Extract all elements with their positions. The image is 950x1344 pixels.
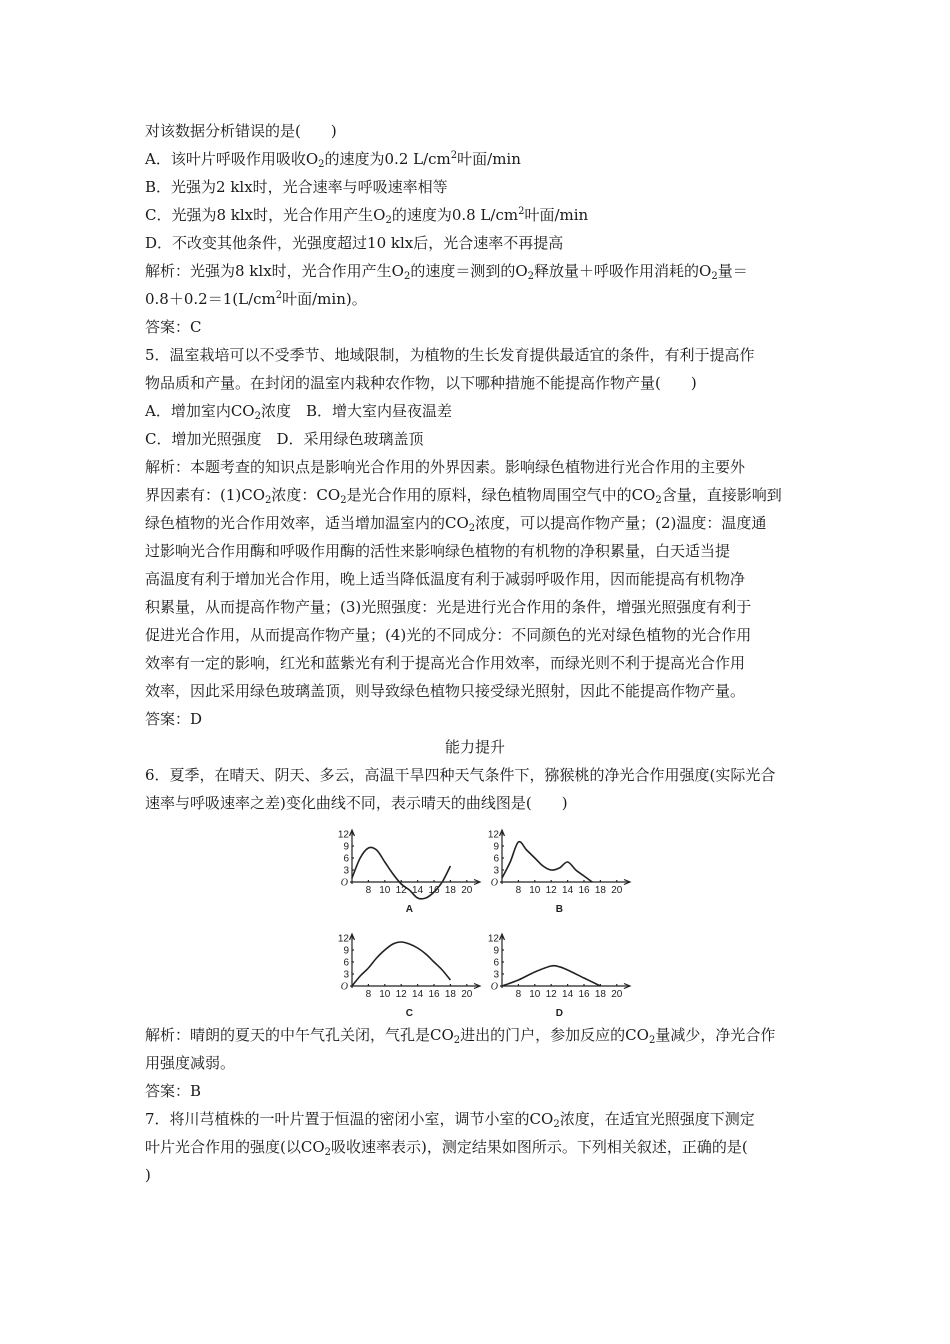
y-tick-label: 12 <box>337 829 349 841</box>
q6-stem-line2: 速率与呼吸速率之差)变化曲线不同，表示晴天的曲线图是( ) <box>145 794 568 812</box>
x-tick-label: 14 <box>412 989 424 1000</box>
x-tick-label: 20 <box>461 989 473 1000</box>
x-tick-label: 20 <box>461 885 473 896</box>
q5-stem-line1: 5．温室栽培可以不受季节、地域限制，为植物的生长发育提供最适宜的条件，有利于提高作 <box>145 346 755 364</box>
y-tick-label: 3 <box>493 865 499 877</box>
section-title: 能力提升 <box>444 738 505 756</box>
x-tick-label: 16 <box>428 989 440 1000</box>
x-tick-label: 12 <box>395 885 407 896</box>
q5-analysis-line6: 积累量，从而提高作物产量；(3)光照强度：光是进行光合作用的条件，增强光照强度有利于 <box>145 598 752 616</box>
q5-options-ab: A．增加室内$CO_2$浓度 B．增大室内昼夜温差 <box>145 402 453 422</box>
series-line <box>502 842 592 882</box>
graph-a <box>328 826 473 921</box>
x-tick-label: 8 <box>515 989 522 1000</box>
x-tick-label: 16 <box>578 989 590 1000</box>
x-tick-label: 16 <box>428 885 440 896</box>
x-tick-label: 14 <box>562 989 574 1000</box>
x-tick-label: 8 <box>365 885 372 896</box>
x-tick-label: 8 <box>365 989 372 1000</box>
x-tick-label: 18 <box>594 885 606 896</box>
q4-option-b: B．光强为2 klx时，光合速率与呼吸速率相等 <box>145 178 448 196</box>
graph-c-svg <box>328 930 473 1025</box>
y-tick-label: 12 <box>487 933 499 945</box>
x-tick-label: 18 <box>444 885 456 896</box>
x-tick-label: 16 <box>578 885 590 896</box>
q7-stem-line1: 7．将川芎植株的一叶片置于恒温的密闭小室，调节小室的$CO_2$浓度，在适宜光照强度下测定 <box>145 1110 755 1130</box>
x-tick-label: 20 <box>611 885 623 896</box>
x-tick-label: 10 <box>379 885 391 896</box>
q6-stem-line1: 6．夏季，在晴天、阴天、多云，高温干旱四种天气条件下，猕猴桃的净光合作用强度(实际光合 <box>145 766 776 784</box>
graph-d <box>478 930 623 1025</box>
x-tick-label: 10 <box>529 989 541 1000</box>
x-tick-label: 10 <box>379 989 391 1000</box>
x-tick-label: 8 <box>515 885 522 896</box>
y-tick-label: 6 <box>343 957 349 969</box>
q5-analysis-line5: 高温度有利于增加光合作用，晚上适当降低温度有利于减弱呼吸作用，因而能提高有机物净 <box>145 570 746 588</box>
y-tick-label: 3 <box>343 865 349 877</box>
x-tick-label: 18 <box>444 989 456 1000</box>
y-tick-label: 12 <box>487 829 499 841</box>
y-tick-label: 9 <box>493 841 499 853</box>
q4-analysis-line2: $0.8+0.2=1(L/cm^2$叶面/min)。 <box>145 290 367 308</box>
x-tick-label: 12 <box>545 885 557 896</box>
q5-analysis-line8: 效率有一定的影响，红光和蓝紫光有利于提高光合作用效率，而绿光则不利于提高光合作用 <box>145 654 746 672</box>
q4-analysis-line1: 解析：光强为8 klx时，光合作用产生$O_2$的速度＝测到的$O_2$释放量＋呼吸作用消耗的$O_2$量＝ <box>145 262 748 282</box>
q5-answer: 答案：D <box>145 710 203 728</box>
q5-analysis-line3: 绿色植物的光合作用效率，适当增加温室内的$CO_2$浓度，可以提高作物产量；(2)温度：温度通 <box>145 514 767 534</box>
q4-stem: 对该数据分析错误的是( ) <box>145 122 337 140</box>
y-tick-label: 9 <box>493 945 499 957</box>
y-tick-label: 6 <box>343 853 349 865</box>
q5-analysis-line2: 界因素有：$(1)CO_2$浓度：$CO_2$是光合作用的原料，绿色植物周围空气中的$CO_2$含量，直接影响到 <box>145 486 782 506</box>
x-tick-label: 14 <box>412 885 424 896</box>
series-line <box>352 942 450 986</box>
graph-label: C <box>405 1008 414 1019</box>
q4-option-d: D．不改变其他条件，光强度超过10 klx后，光合速率不再提高 <box>145 234 564 252</box>
graph-label: A <box>405 904 414 915</box>
y-tick-label: 12 <box>337 933 349 945</box>
q7-stem-line3: ) <box>145 1166 151 1184</box>
q6-analysis-line1: 解析：晴朗的夏天的中午气孔关闭，气孔是$CO_2$进出的门户，参加反应的$CO_2$量减少，净光合作 <box>145 1026 776 1046</box>
y-tick-label: 3 <box>493 969 499 981</box>
q6-answer: 答案：B <box>145 1082 202 1100</box>
q4-option-c: C．光强为8 klx时，光合作用产生$O_2$的速度为0.8 $L/cm^2$叶面/min <box>145 206 589 226</box>
y-tick-label: O <box>490 981 498 993</box>
y-tick-label: 6 <box>493 853 499 865</box>
y-tick-label: 9 <box>343 945 349 957</box>
y-tick-label: O <box>340 981 348 993</box>
q5-analysis-line9: 效率，因此采用绿色玻璃盖顶，则导致绿色植物只接受绿光照射，因此不能提高作物产量。 <box>145 682 746 700</box>
y-tick-label: O <box>340 877 348 889</box>
x-tick-label: 12 <box>545 989 557 1000</box>
y-tick-label: 9 <box>343 841 349 853</box>
q5-analysis-line4: 过影响光合作用酶和呼吸作用酶的活性来影响绿色植物的有机物的净积累量，白天适当提 <box>145 542 731 560</box>
q5-analysis-line7: 促进光合作用，从而提高作物产量；(4)光的不同成分：不同颜色的光对绿色植物的光合作用 <box>145 626 752 644</box>
y-tick-label: O <box>490 877 498 889</box>
q5-stem-line2: 物品质和产量。在封闭的温室内栽种农作物，以下哪种措施不能提高作物产量( ) <box>145 374 697 392</box>
x-tick-label: 10 <box>529 885 541 896</box>
graph-c <box>328 930 473 1025</box>
x-tick-label: 18 <box>594 989 606 1000</box>
q4-answer: 答案：C <box>145 318 202 336</box>
x-tick-label: 20 <box>611 989 623 1000</box>
graph-d-svg <box>478 930 623 1025</box>
q6-analysis-line2: 用强度减弱。 <box>145 1054 236 1072</box>
graph-a-svg <box>328 826 473 921</box>
y-tick-label: 3 <box>343 969 349 981</box>
graph-label: D <box>555 1008 564 1019</box>
series-line <box>502 966 600 986</box>
q5-options-cd: C．增加光照强度 D．采用绿色玻璃盖顶 <box>145 430 424 448</box>
graph-label: B <box>555 904 564 915</box>
x-tick-label: 12 <box>395 989 407 1000</box>
graph-b <box>478 826 623 921</box>
y-tick-label: 6 <box>493 957 499 969</box>
graph-b-svg <box>478 826 623 921</box>
q5-analysis-line1: 解析：本题考查的知识点是影响光合作用的外界因素。影响绿色植物进行光合作用的主要外 <box>145 458 746 476</box>
q4-option-a: A．该叶片呼吸作用吸收$O_2$的速度为0.2 $L/cm^2$叶面/min <box>145 150 521 170</box>
x-tick-label: 14 <box>562 885 574 896</box>
q7-stem-line2: 叶片光合作用的强度(以$CO_2$吸收速率表示)，测定结果如图所示。下列相关叙述，正确的是( <box>145 1138 748 1158</box>
